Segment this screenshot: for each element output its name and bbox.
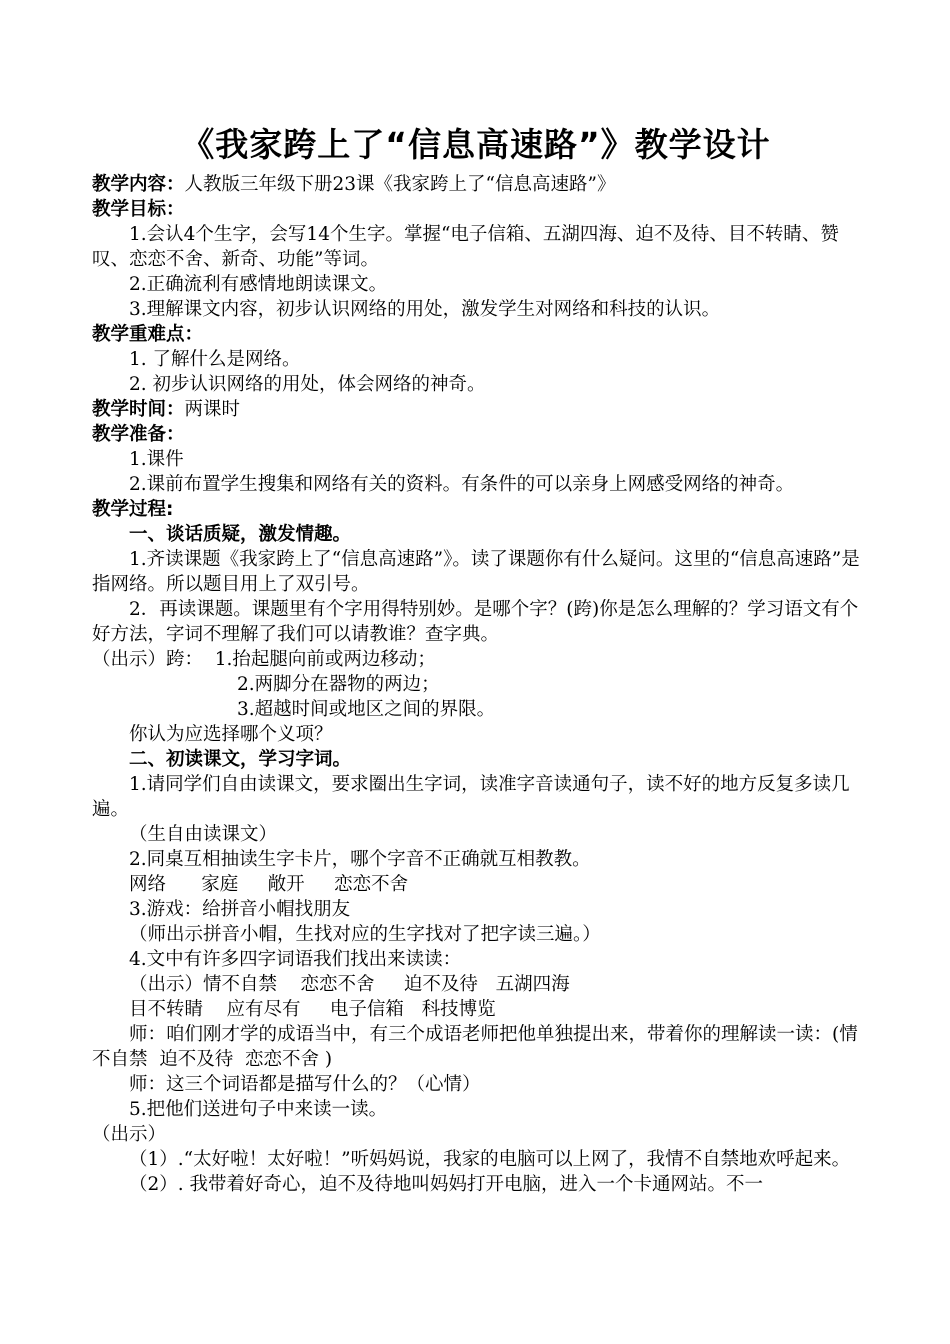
- note-line: （师出示拼音小帽，生找对应的生字找对了把字读三遍。）: [129, 924, 601, 945]
- time-label: 教学时间：: [92, 399, 185, 420]
- document-title: 《我家跨上了“信息高速路”》教学设计: [181, 125, 771, 164]
- goal-item: 1.会认4个生字，会写14个生字。掌握“电子信箱、五湖四海、迫不及待、目不转睛、赞叹、恋恋不舍、新奇、功能”等词。: [92, 224, 839, 270]
- idiom-list: 目不转睛 应有尽有 电子信箱 科技博览: [129, 999, 496, 1020]
- key-point-item: 1. 了解什么是网络。: [129, 349, 301, 370]
- paragraph: 1.齐读课题《我家跨上了“信息高速路”》。读了课题你有什么疑问。这里的“信息高速路”是指网络。所以题目用上了双引号。: [92, 549, 860, 595]
- dictionary-sense: 2.两脚分在器物的两边；: [237, 674, 440, 695]
- paragraph: 5.把他们送进句子中来读一读。: [129, 1099, 388, 1120]
- paragraph: 1.请同学们自由读课文，要求圈出生字词，读准字音读通句子，读不好的地方反复多读几遍。: [92, 774, 850, 820]
- paragraph: 3.游戏：给拼音小帽找朋友: [129, 899, 351, 920]
- section-heading: 一、谈话质疑，激发情趣。: [129, 524, 352, 545]
- sentence-item: （1）.“太好啦！太好啦！”听妈妈说，我家的电脑可以上网了，我情不自禁地欢呼起来。: [129, 1149, 851, 1170]
- question-line: 你认为应选择哪个义项？: [129, 724, 333, 745]
- paragraph: 4.文中有许多四字词语我们找出来读读：: [129, 949, 462, 970]
- word-list: 网络 家庭 敞开 恋恋不舍: [129, 874, 409, 895]
- show-line: （出示）: [92, 1124, 167, 1145]
- dictionary-show-line: （出示）跨： 1.抬起腿向前或两边移动；: [92, 649, 436, 670]
- time-text: 两课时: [184, 399, 241, 420]
- note-line: （生自由读课文）: [129, 824, 278, 845]
- key-point-item: 2. 初步认识网络的用处，体会网络的神奇。: [129, 374, 486, 395]
- goal-item: 2.正确流利有感情地朗读课文。: [129, 274, 388, 295]
- teacher-line: 师：咱们刚才学的成语当中，有三个成语老师把他单独提出来，带着你的理解读一读：(情不自禁 迫不及待 恋恋不舍 ): [92, 1024, 858, 1070]
- key-points-label: 教学重难点：: [92, 324, 204, 345]
- time-line: [92, 397, 860, 422]
- teacher-line: 师：这三个词语都是描写什么的？（心情）: [129, 1074, 481, 1095]
- dictionary-sense: 3.超越时间或地区之间的界限。: [237, 699, 496, 720]
- preparation-item: 1.课件: [129, 449, 184, 470]
- sentence-item: （2）. 我带着好奇心，迫不及待地叫妈妈打开电脑，进入一个卡通网站。不一: [129, 1174, 764, 1195]
- content-text: 人教版三年级下册23课《我家跨上了“信息高速路”》: [184, 174, 616, 195]
- idiom-list: （出示）情不自禁 恋恋不舍 迫不及待 五湖四海: [129, 974, 570, 995]
- content-label: 教学内容：: [92, 174, 185, 195]
- goals-label: 教学目标：: [92, 199, 185, 220]
- goal-item: 3.理解课文内容，初步认识网络的用处，激发学生对网络和科技的认识。: [129, 299, 721, 320]
- process-label: 教学过程:: [92, 499, 174, 520]
- section-heading: 二、初读课文，学习字词。: [129, 749, 352, 770]
- paragraph: 2.同桌互相抽读生字卡片，哪个字音不正确就互相教教。: [129, 849, 591, 870]
- paragraph: 2．再读课题。课题里有个字用得特别妙。是哪个字？(跨)你是怎么理解的？学习语文有个好方法，字词不理解了我们可以请教谁？查字典。: [92, 599, 859, 645]
- preparation-item: 2.课前布置学生搜集和网络有关的资料。有条件的可以亲身上网感受网络的神奇。: [129, 474, 795, 495]
- preparation-label: 教学准备：: [92, 424, 185, 445]
- content-line: [92, 172, 860, 197]
